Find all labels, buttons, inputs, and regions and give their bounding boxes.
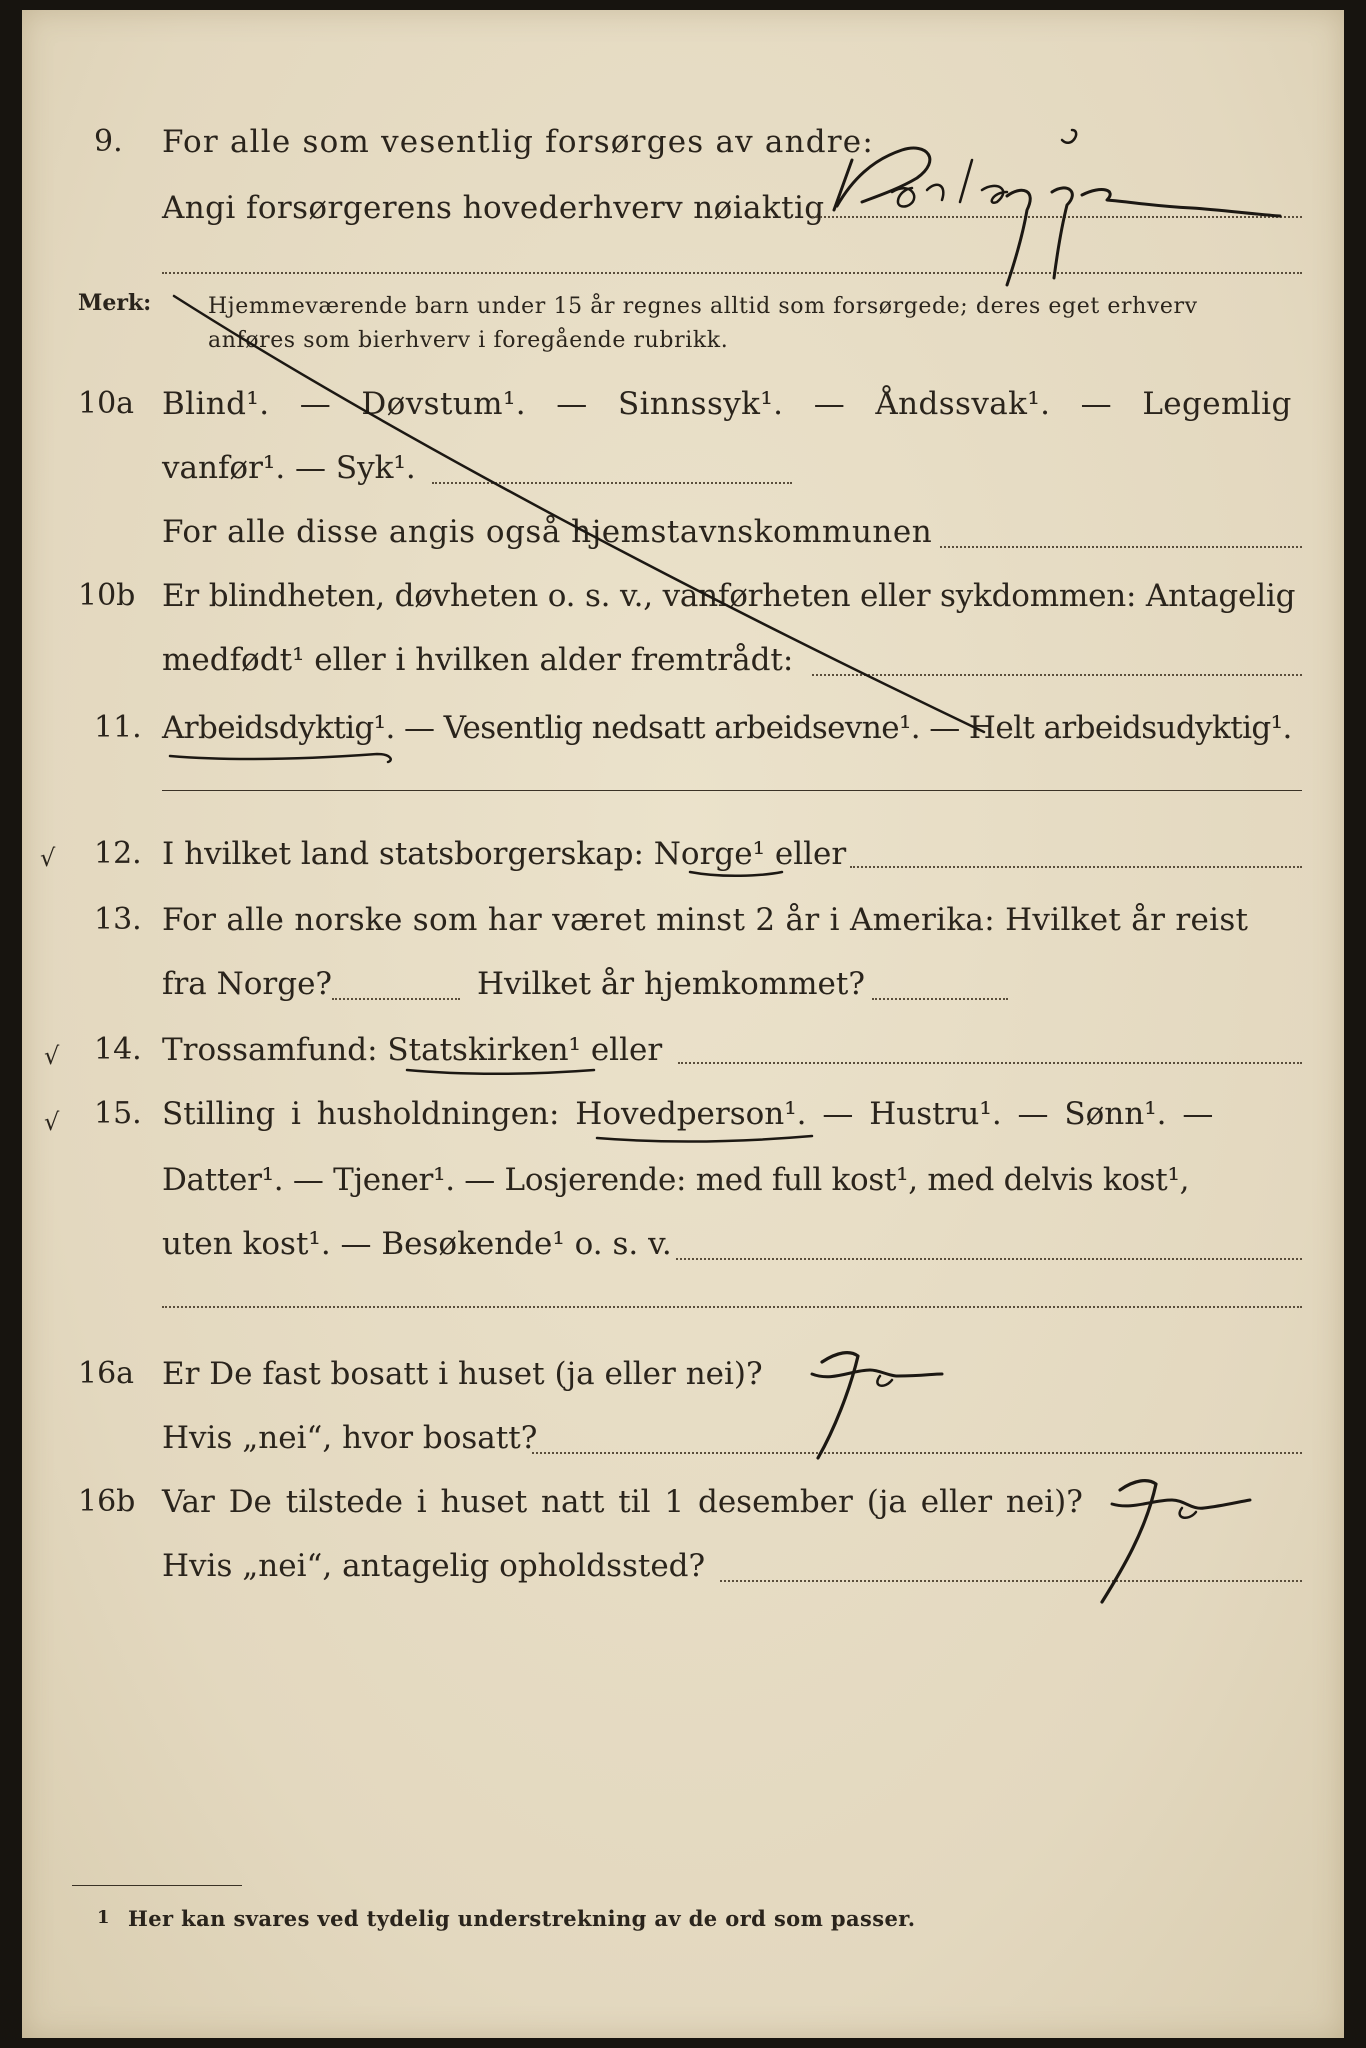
q10b-line1: Er blindheten, døvheten o. s. v., vanførheten eller sykdommen: Antagelig	[162, 578, 1296, 614]
q10a-line2: vanfør¹. — Syk¹.	[162, 450, 416, 486]
q14-check-mark: √	[44, 1042, 60, 1070]
merk-label: Merk:	[78, 290, 152, 316]
q10a-line3: For alle disse angis også hjemstavnskommunen	[162, 514, 933, 550]
q16a-line2: Hvis „nei“, hvor bosatt?	[162, 1420, 538, 1456]
q15-line2: Datter¹. — Tjener¹. — Losjerende: med full kost¹, med delvis kost¹,	[162, 1162, 1190, 1198]
q13-line1: For alle norske som har været minst 2 år i Amerika: Hvilket år reist	[162, 902, 1249, 938]
q10b-number: 10b	[78, 578, 136, 613]
q13-line2a: fra Norge?	[162, 966, 333, 1002]
q14-line1: Trossamfund: Statskirken¹ eller	[162, 1032, 663, 1068]
merk-line1: Hjemmeværende barn under 15 år regnes alltid som forsørgede; deres eget erhverv	[208, 294, 1198, 319]
q12-number: 12.	[94, 836, 142, 871]
q15-number: 15.	[94, 1096, 142, 1131]
q11-line1: Arbeidsdyktig¹. — Vesentlig nedsatt arbeidsevne¹. — Helt arbeidsudyktig¹.	[162, 710, 1292, 746]
q16a-line1: Er De fast bosatt i huset (ja eller nei)?	[162, 1356, 763, 1392]
census-form-page	[22, 10, 1344, 2038]
q16a-number: 16a	[78, 1356, 135, 1391]
q13-number: 13.	[94, 902, 142, 937]
q16b-line2: Hvis „nei“, antagelig opholdssted?	[162, 1548, 706, 1584]
q14-number: 14.	[94, 1032, 142, 1067]
q10b-line2: medfødt¹ eller i hvilken alder fremtrådt:	[162, 642, 794, 678]
q9-line1: For alle som vesentlig forsørges av andre:	[162, 124, 874, 160]
q16b-line1: Var De tilstede i huset natt til 1 desember (ja eller nei)?	[162, 1484, 1083, 1520]
handwriting-overlay	[22, 10, 1344, 2038]
q10a-number: 10a	[78, 386, 135, 421]
footnote-text: Her kan svares ved tydelig understrekning av de ord som passer.	[128, 1906, 916, 1931]
q12-line1: I hvilket land statsborgerskap: Norge¹ eller	[162, 836, 847, 872]
footnote-mark: 1	[97, 1907, 110, 1928]
q13-line2b: Hvilket år hjemkommet?	[477, 966, 865, 1002]
q9-number: 9.	[94, 124, 123, 159]
q16b-number: 16b	[78, 1484, 136, 1519]
q15-line1: Stilling i husholdningen: Hovedperson¹. — Hustru¹. — Sønn¹. —	[162, 1096, 1214, 1132]
q10a-line1: Blind¹. — Døvstum¹. — Sinnssyk¹. — Åndssvak¹. — Legemlig	[162, 386, 1292, 422]
merk-line2: anføres som bierhverv i foregående rubrikk.	[208, 328, 729, 353]
q15-check-mark: √	[44, 1108, 60, 1136]
q9-line2: Angi forsørgerens hovederhverv nøiaktig	[162, 190, 825, 226]
q15-line3: uten kost¹. — Besøkende¹ o. s. v.	[162, 1226, 672, 1262]
q12-check-mark: √	[40, 844, 56, 872]
q11-number: 11.	[94, 710, 142, 745]
